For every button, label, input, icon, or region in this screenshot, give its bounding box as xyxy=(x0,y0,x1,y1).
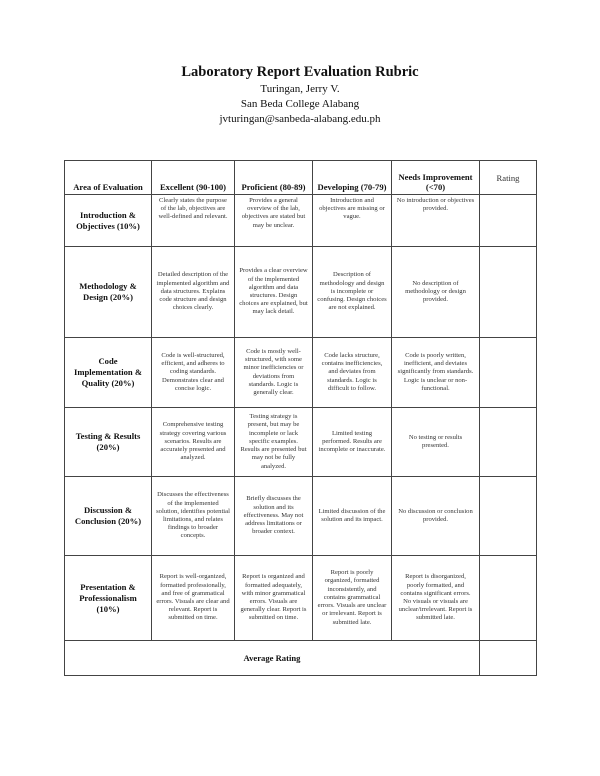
table-row xyxy=(65,408,537,477)
developing-cell: Report is poorly organized, formatted inconsistently, and contains grammatical errors. Visuals are unclear or irrelevant. Report is submitted late. xyxy=(313,556,392,641)
institution: San Beda College Alabang xyxy=(240,98,360,110)
developing-cell: Description of methodology and design is incomplete or confusing. Design choices are not explained. xyxy=(313,247,392,338)
excellent-cell: Discusses the effectiveness of the implemented solution, identifies potential limitations, and relates findings to broader concepts. xyxy=(152,477,235,556)
developing-cell: Introduction and objectives are missing or vague. xyxy=(313,195,392,247)
excellent-cell: Clearly states the purpose of the lab, objectives are well-defined and relevant. xyxy=(152,195,235,247)
proficient-cell: Briefly discusses the solution and its effectiveness. May not address limitations or broader context. xyxy=(235,477,313,556)
table-row xyxy=(65,556,537,641)
area-cell: Introduction & Objectives (10%) xyxy=(65,195,152,247)
needs-improvement-cell: No introduction or objectives provided. xyxy=(392,195,480,247)
average-rating-label: Average Rating xyxy=(65,641,480,676)
rating-cell[interactable] xyxy=(480,247,537,338)
column-header: Proficient (80-89) xyxy=(235,161,313,195)
average-rating-cell[interactable] xyxy=(480,641,537,676)
column-header: Developing (70-79) xyxy=(313,161,392,195)
needs-improvement-cell: No description of methodology or design provided. xyxy=(392,247,480,338)
table-header-row xyxy=(65,161,537,195)
column-header: Rating xyxy=(480,161,537,195)
needs-improvement-cell: No testing or results presented. xyxy=(392,408,480,477)
developing-cell: Limited discussion of the solution and its impact. xyxy=(313,477,392,556)
area-cell: Code Implementation & Quality (20%) xyxy=(65,338,152,408)
column-header: Needs Improvement (<70) xyxy=(392,161,480,195)
developing-cell: Limited testing performed. Results are incomplete or inaccurate. xyxy=(313,408,392,477)
document-title: Laboratory Report Evaluation Rubric xyxy=(181,64,419,80)
proficient-cell: Code is mostly well-structured, with some minor inefficiencies or deviations from standards. Logic is generally clear. xyxy=(235,338,313,408)
table-row xyxy=(65,338,537,408)
rubric-table xyxy=(64,160,537,676)
rating-cell[interactable] xyxy=(480,408,537,477)
column-header: Excellent (90-100) xyxy=(152,161,235,195)
rating-cell[interactable] xyxy=(480,195,537,247)
excellent-cell: Comprehensive testing strategy covering various scenarios. Results are accurately presented and analyzed. xyxy=(152,408,235,477)
proficient-cell: Testing strategy is present, but may be incomplete or lack specific examples. Results are presented but may not be fully analyzed. xyxy=(235,408,313,477)
table-row xyxy=(65,477,537,556)
proficient-cell: Provides a clear overview of the implemented algorithm and data structures. Design choices are explained, but may lack detail. xyxy=(235,247,313,338)
email: jvturingan@sanbeda-alabang.edu.ph xyxy=(219,113,381,125)
needs-improvement-cell: Report is disorganized, poorly formatted, and contains significant errors. No visuals or visuals are unclear/irrelevant. Report is submitted late. xyxy=(392,556,480,641)
needs-improvement-cell: Code is poorly written, inefficient, and deviates significantly from standards. Logic is unclear or non-functional. xyxy=(392,338,480,408)
rating-cell[interactable] xyxy=(480,338,537,408)
author: Turingan, Jerry V. xyxy=(260,83,340,95)
area-cell: Discussion & Conclusion (20%) xyxy=(65,477,152,556)
excellent-cell: Detailed description of the implemented algorithm and data structures. Explains code structure and design choices clearly. xyxy=(152,247,235,338)
area-cell: Presentation & Professionalism (10%) xyxy=(65,556,152,641)
needs-improvement-cell: No discussion or conclusion provided. xyxy=(392,477,480,556)
rating-cell[interactable] xyxy=(480,477,537,556)
average-row xyxy=(65,641,537,676)
table-row xyxy=(65,195,537,247)
developing-cell: Code lacks structure, contains inefficiencies, and deviates from standards. Logic is difficult to follow. xyxy=(313,338,392,408)
area-cell: Testing & Results (20%) xyxy=(65,408,152,477)
proficient-cell: Report is organized and formatted adequately, with minor grammatical errors. Visuals are generally clear. Report is submitted on time. xyxy=(235,556,313,641)
table-row xyxy=(65,247,537,338)
rating-cell[interactable] xyxy=(480,556,537,641)
area-cell: Methodology & Design (20%) xyxy=(65,247,152,338)
column-header: Area of Evaluation xyxy=(65,161,152,195)
proficient-cell: Provides a general overview of the lab, objectives are stated but may be unclear. xyxy=(235,195,313,247)
excellent-cell: Code is well-structured, efficient, and adheres to coding standards. Demonstrates clear and concise logic. xyxy=(152,338,235,408)
excellent-cell: Report is well-organized, formatted professionally, and free of grammatical errors. Visuals are clear and relevant. Report is submitted on time. xyxy=(152,556,235,641)
